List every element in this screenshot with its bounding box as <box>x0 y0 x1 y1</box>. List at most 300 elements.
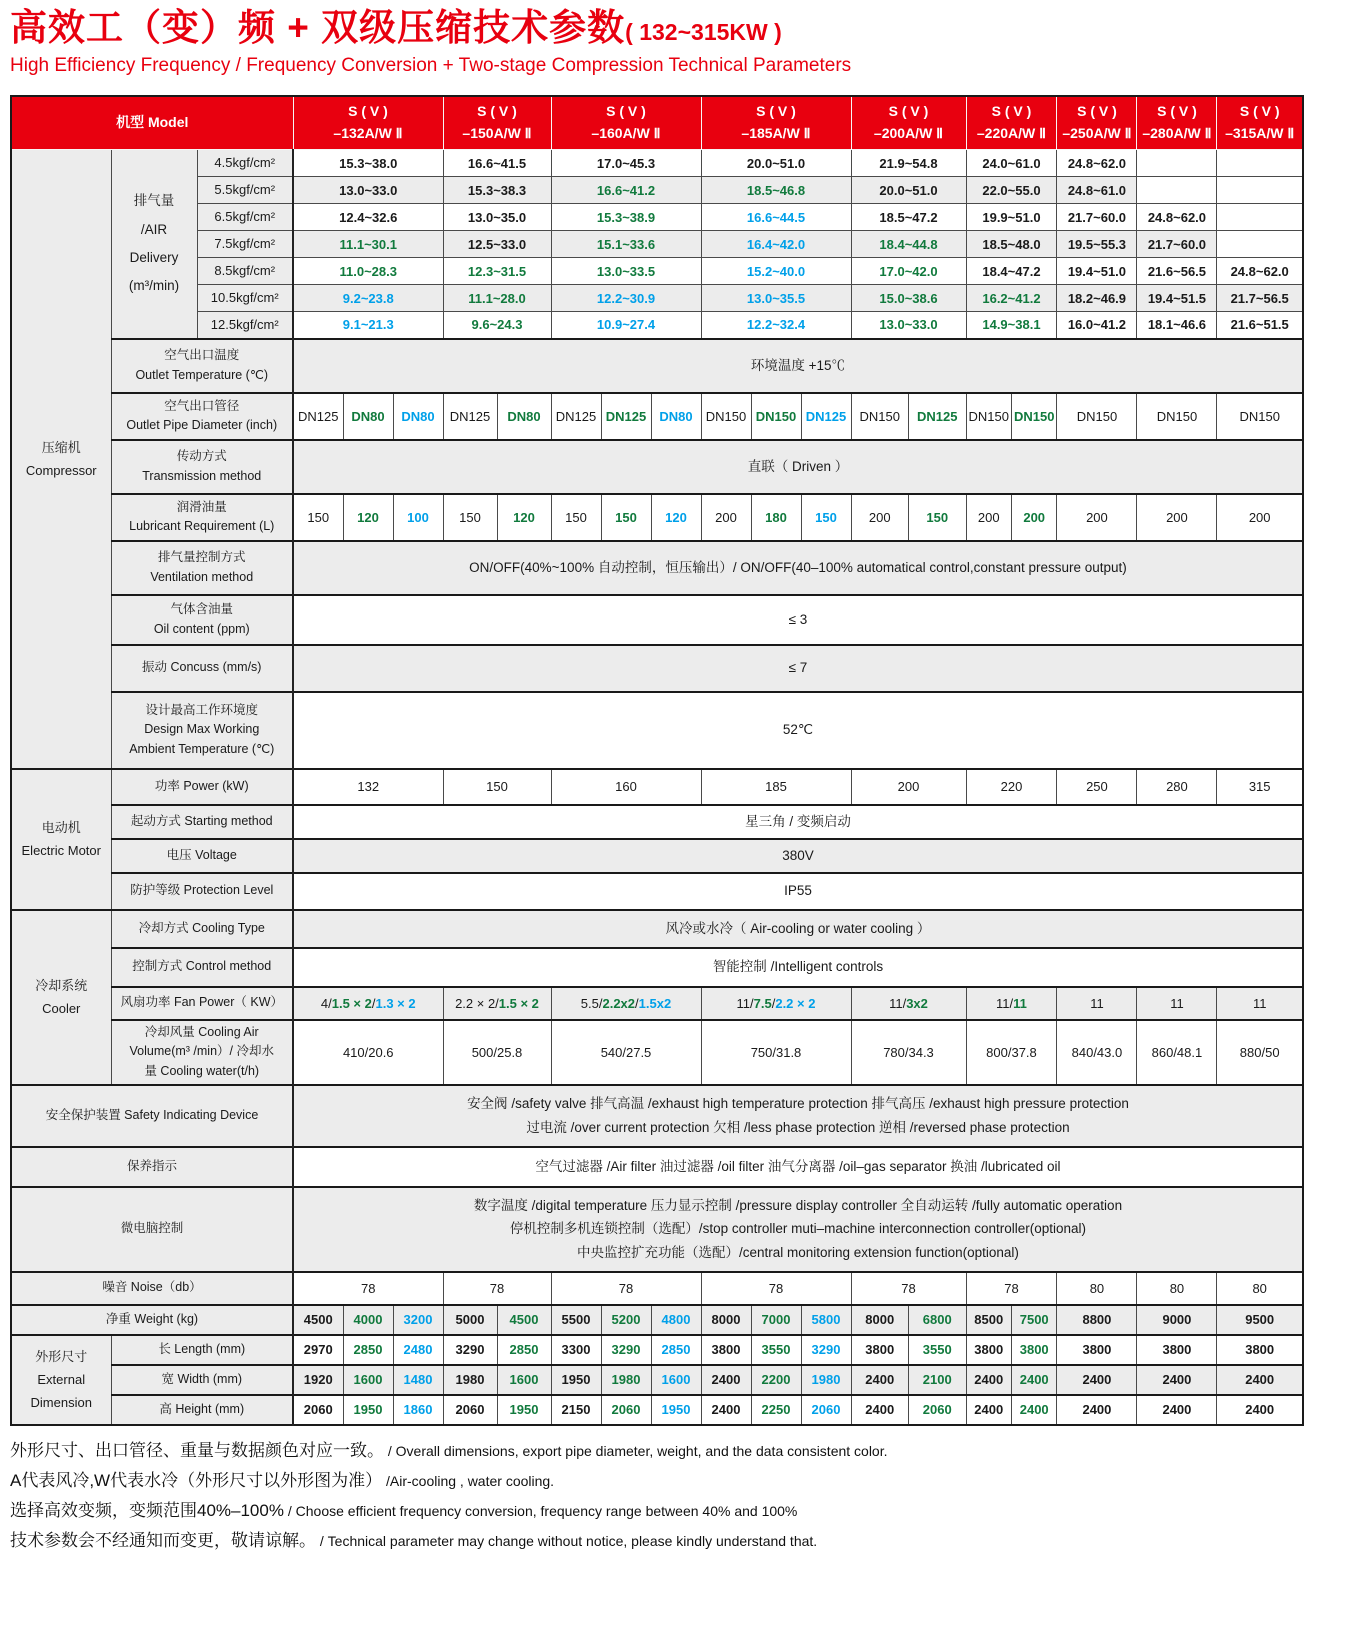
value-noise-m7: 80 <box>1057 1272 1137 1305</box>
value-weight-s12: 8000 <box>851 1305 909 1335</box>
value-fan-power-m9 <box>1217 987 1303 1020</box>
value-lubricant-s6: 150 <box>551 494 601 541</box>
model-header-280: S ( V ) –280A/W Ⅱ <box>1137 96 1217 150</box>
value-lubricant-s11: 150 <box>801 494 851 541</box>
row-label-ventilation: 排气量控制方式 Ventilation method <box>111 541 293 595</box>
row-label-width: 宽 Width (mm) <box>111 1365 293 1395</box>
value-lubricant-s8: 120 <box>651 494 701 541</box>
value-cooling-air-m9: 880/50 <box>1217 1020 1303 1085</box>
row-air-5-5 <box>11 177 1303 204</box>
footer-line-zh: 选择高效变频，变频范围40%–100% <box>10 1500 284 1520</box>
pressure-label-air-5-5: 5.5kgf/cm² <box>197 177 293 204</box>
row-oil-content <box>11 595 1303 645</box>
value-pipe-diameter-s8: DN80 <box>651 393 701 440</box>
value-pipe-diameter-s13: DN125 <box>909 393 967 440</box>
value-length-s12: 3800 <box>851 1335 909 1365</box>
value-ventilation: ON/OFF(40%~100% 自动控制，恒压输出）/ ON/OFF(40–100% automatical control,constant pressure output) <box>293 541 1303 595</box>
value-pipe-diameter-s1: DN125 <box>293 393 343 440</box>
pressure-label-air-4-5: 4.5kgf/cm² <box>197 150 293 177</box>
value-air-4-5-m1: 15.3~38.0 <box>293 150 443 177</box>
value-segment: 2.2 × 2/ <box>455 995 499 1011</box>
row-lubricant <box>11 494 1303 541</box>
value-pipe-diameter-s11: DN125 <box>801 393 851 440</box>
value-air-8-5-m2: 12.3~31.5 <box>443 258 551 285</box>
value-width-s15: 2400 <box>1011 1365 1056 1395</box>
value-air-12-5-m4: 12.2~32.4 <box>701 312 851 339</box>
value-lubricant-s15: 200 <box>1011 494 1056 541</box>
value-height-s1: 2060 <box>293 1395 343 1425</box>
value-air-5-5-m2: 15.3~38.3 <box>443 177 551 204</box>
value-air-7-5-m8: 21.7~60.0 <box>1137 231 1217 258</box>
value-length-s9: 3800 <box>701 1335 751 1365</box>
row-label-microcomputer: 微电脑控制 <box>11 1187 293 1272</box>
value-air-10-5-m5: 15.0~38.6 <box>851 285 966 312</box>
footer-line-2 <box>10 1468 1334 1494</box>
value-length-s5: 2850 <box>497 1335 551 1365</box>
value-segment: 1.5 × 2 <box>498 995 539 1011</box>
value-air-6-5-m6: 19.9~51.0 <box>966 204 1057 231</box>
row-label-protection: 防护等级 Protection Level <box>111 873 293 910</box>
value-air-6-5-m7: 21.7~60.0 <box>1057 204 1137 231</box>
value-air-12-5-m1: 9.1~21.3 <box>293 312 443 339</box>
category-label: 冷却系统 Cooler <box>11 910 111 1085</box>
row-control-method <box>11 948 1303 987</box>
value-width-s13: 2100 <box>909 1365 967 1395</box>
value-power-m4: 185 <box>701 769 851 805</box>
value-lubricant-s9: 200 <box>701 494 751 541</box>
value-cooling-type: 风冷或水冷（ Air-cooling or water cooling ） <box>293 910 1303 948</box>
value-design-max: 52℃ <box>293 692 1303 769</box>
value-cooling-air-m4: 750/31.8 <box>701 1020 851 1085</box>
value-lubricant-s7: 150 <box>601 494 651 541</box>
value-length-s8: 2850 <box>651 1335 701 1365</box>
value-height-s9: 2400 <box>701 1395 751 1425</box>
row-label-cooling-type: 冷却方式 Cooling Type <box>111 910 293 948</box>
value-air-7-5-m3: 15.1~33.6 <box>551 231 701 258</box>
value-pipe-diameter-s9: DN150 <box>701 393 751 440</box>
value-transmission: 直联（ Driven ） <box>293 440 1303 494</box>
value-air-8-5-m1: 11.0~28.3 <box>293 258 443 285</box>
value-air-4-5-m6: 24.0~61.0 <box>966 150 1057 177</box>
value-pipe-diameter-s3: DN80 <box>393 393 443 440</box>
model-column-header: 机型 Model <box>11 96 293 150</box>
value-fan-power-m7 <box>1057 987 1137 1020</box>
value-concuss: ≤ 7 <box>293 645 1303 692</box>
value-height-s17: 2400 <box>1137 1395 1217 1425</box>
value-air-8-5-m9: 24.8~62.0 <box>1217 258 1303 285</box>
value-lubricant-s13: 150 <box>909 494 967 541</box>
pressure-label-air-10-5: 10.5kgf/cm² <box>197 285 293 312</box>
row-air-7-5 <box>11 231 1303 258</box>
page-header <box>10 6 1334 77</box>
value-power-m9: 315 <box>1217 769 1303 805</box>
row-safety <box>11 1085 1303 1147</box>
value-length-s2: 2850 <box>343 1335 393 1365</box>
value-air-12-5-m6: 14.9~38.1 <box>966 312 1057 339</box>
value-power-m6: 220 <box>966 769 1057 805</box>
value-air-4-5-m9 <box>1217 150 1303 177</box>
value-voltage: 380V <box>293 839 1303 873</box>
value-air-8-5-m8: 21.6~56.5 <box>1137 258 1217 285</box>
value-weight-s10: 7000 <box>751 1305 801 1335</box>
value-segment: 4/ <box>320 995 332 1011</box>
value-air-7-5-m5: 18.4~44.8 <box>851 231 966 258</box>
value-width-s7: 1980 <box>601 1365 651 1395</box>
model-header-200: S ( V ) –200A/W Ⅱ <box>851 96 966 150</box>
row-label-cooling-air: 冷却风量 Cooling Air Volume(m³ /min）/ 冷却水 量 Cooling water(t/h) <box>111 1020 293 1085</box>
value-cooling-air-m5: 780/34.3 <box>851 1020 966 1085</box>
value-air-7-5-m7: 19.5~55.3 <box>1057 231 1137 258</box>
row-air-6-5 <box>11 204 1303 231</box>
value-pipe-diameter-s5: DN80 <box>497 393 551 440</box>
value-pipe-diameter-s18: DN150 <box>1217 393 1303 440</box>
row-air-8-5 <box>11 258 1303 285</box>
value-segment: 11/ <box>996 995 1014 1011</box>
value-air-4-5-m4: 20.0~51.0 <box>701 150 851 177</box>
value-width-s8: 1600 <box>651 1365 701 1395</box>
pressure-label-air-8-5: 8.5kgf/cm² <box>197 258 293 285</box>
value-weight-s18: 9500 <box>1217 1305 1303 1335</box>
value-length-s16: 3800 <box>1057 1335 1137 1365</box>
value-pipe-diameter-s16: DN150 <box>1057 393 1137 440</box>
spec-table <box>10 95 1304 1426</box>
value-noise-m8: 80 <box>1137 1272 1217 1305</box>
value-weight-s15: 7500 <box>1011 1305 1056 1335</box>
row-concuss <box>11 645 1303 692</box>
value-air-5-5-m3: 16.6~41.2 <box>551 177 701 204</box>
value-cooling-air-m8: 860/48.1 <box>1137 1020 1217 1085</box>
row-protection <box>11 873 1303 910</box>
value-air-12-5-m7: 16.0~41.2 <box>1057 312 1137 339</box>
value-length-s14: 3800 <box>966 1335 1011 1365</box>
row-microcomputer <box>11 1187 1303 1272</box>
value-noise-m1: 78 <box>293 1272 443 1305</box>
value-width-s12: 2400 <box>851 1365 909 1395</box>
footer-line-zh: 外形尺寸、出口管径、重量与数据颜色对应一致。 <box>10 1440 384 1460</box>
footer-line-4 <box>10 1528 1334 1554</box>
value-height-s7: 2060 <box>601 1395 651 1425</box>
value-segment: 1.3 × 2 <box>375 995 416 1011</box>
row-label-design-max: 设计最高工作环境度 Design Max Working Ambient Temperature (℃) <box>111 692 293 769</box>
value-segment: 11 <box>1170 995 1184 1011</box>
row-label-fan-power: 风扇功率 Fan Power（ KW） <box>111 987 293 1020</box>
value-weight-s6: 5500 <box>551 1305 601 1335</box>
row-label-oil-content: 气体含油量 Oil content (ppm) <box>111 595 293 645</box>
value-weight-s8: 4800 <box>651 1305 701 1335</box>
value-air-5-5-m5: 20.0~51.0 <box>851 177 966 204</box>
value-width-s4: 1980 <box>443 1365 497 1395</box>
row-label-control-method: 控制方式 Control method <box>111 948 293 987</box>
pressure-label-air-7-5: 7.5kgf/cm² <box>197 231 293 258</box>
footer-line-en: / Overall dimensions, export pipe diameter, weight, and the data consistent color. <box>384 1442 888 1459</box>
value-control-method: 智能控制 /Intelligent controls <box>293 948 1303 987</box>
footer-line-en: / Choose efficient frequency conversion, frequency range between 40% and 100% <box>283 1502 798 1519</box>
value-length-s17: 3800 <box>1137 1335 1217 1365</box>
value-cooling-air-m1: 410/20.6 <box>293 1020 443 1085</box>
value-height-s18: 2400 <box>1217 1395 1303 1425</box>
row-label-voltage: 电压 Voltage <box>111 839 293 873</box>
value-air-4-5-m8 <box>1137 150 1217 177</box>
row-starting <box>11 805 1303 839</box>
value-weight-s14: 8500 <box>966 1305 1011 1335</box>
value-air-4-5-m2: 16.6~41.5 <box>443 150 551 177</box>
value-segment: / <box>371 995 376 1011</box>
value-height-s13: 2060 <box>909 1395 967 1425</box>
value-pipe-diameter-s6: DN125 <box>551 393 601 440</box>
value-oil-content: ≤ 3 <box>293 595 1303 645</box>
model-header-160: S ( V ) –160A/W Ⅱ <box>551 96 701 150</box>
row-label-weight: 净重 Weight (kg) <box>11 1305 293 1335</box>
value-cooling-air-m6: 800/37.8 <box>966 1020 1057 1085</box>
value-maintenance: 空气过滤器 /Air filter 油过滤器 /oil filter 油气分离器 /oil–gas separator 换油 /lubricated oil <box>293 1147 1303 1187</box>
value-weight-s11: 5800 <box>801 1305 851 1335</box>
row-width <box>11 1365 1303 1395</box>
footer-line-zh: 技术参数会不经通知而变更，敬请谅解。 <box>10 1530 316 1550</box>
value-height-s4: 2060 <box>443 1395 497 1425</box>
row-transmission <box>11 440 1303 494</box>
value-air-6-5-m9 <box>1217 204 1303 231</box>
title-kw-range: ( 132~315KW ) <box>625 19 782 45</box>
value-air-10-5-m9: 21.7~56.5 <box>1217 285 1303 312</box>
row-air-4-5 <box>11 150 1303 177</box>
value-lubricant-s1: 150 <box>293 494 343 541</box>
value-weight-s3: 3200 <box>393 1305 443 1335</box>
value-height-s11: 2060 <box>801 1395 851 1425</box>
value-air-4-5-m5: 21.9~54.8 <box>851 150 966 177</box>
value-air-5-5-m6: 22.0~55.0 <box>966 177 1057 204</box>
row-label-transmission: 传动方式 Transmission method <box>111 440 293 494</box>
value-noise-m6: 78 <box>966 1272 1057 1305</box>
row-weight <box>11 1305 1303 1335</box>
model-header-150: S ( V ) –150A/W Ⅱ <box>443 96 551 150</box>
value-width-s16: 2400 <box>1057 1365 1137 1395</box>
value-fan-power-m2 <box>443 987 551 1020</box>
value-weight-s5: 4500 <box>497 1305 551 1335</box>
value-safety: 安全阀 /safety valve 排气高温 /exhaust high temperature protection 排气高压 /exhaust high pressure protection 过电流 /over current protection 欠相 /less phase protection 逆相 /reversed phase protection <box>293 1085 1303 1147</box>
value-height-s3: 1860 <box>393 1395 443 1425</box>
row-power <box>11 769 1303 805</box>
row-label-outlet-temp: 空气出口温度 Outlet Temperature (℃) <box>111 339 293 393</box>
value-pipe-diameter-s12: DN150 <box>851 393 909 440</box>
title-text: 高效工（变）频 + 双级压缩技术参数 <box>10 7 626 48</box>
row-label-power: 功率 Power (kW) <box>111 769 293 805</box>
value-air-5-5-m9 <box>1217 177 1303 204</box>
value-width-s1: 1920 <box>293 1365 343 1395</box>
value-air-8-5-m4: 15.2~40.0 <box>701 258 851 285</box>
row-air-10-5 <box>11 285 1303 312</box>
value-width-s2: 1600 <box>343 1365 393 1395</box>
value-air-12-5-m8: 18.1~46.6 <box>1137 312 1217 339</box>
value-power-m5: 200 <box>851 769 966 805</box>
value-weight-s2: 4000 <box>343 1305 393 1335</box>
value-width-s14: 2400 <box>966 1365 1011 1395</box>
value-pipe-diameter-s17: DN150 <box>1137 393 1217 440</box>
value-segment: 2.2x2 <box>602 995 636 1011</box>
value-noise-m9: 80 <box>1217 1272 1303 1305</box>
value-noise-m2: 78 <box>443 1272 551 1305</box>
value-weight-s4: 5000 <box>443 1305 497 1335</box>
value-air-5-5-m4: 18.5~46.8 <box>701 177 851 204</box>
value-air-8-5-m5: 17.0~42.0 <box>851 258 966 285</box>
model-header-185: S ( V ) –185A/W Ⅱ <box>701 96 851 150</box>
value-length-s4: 3290 <box>443 1335 497 1365</box>
value-length-s6: 3300 <box>551 1335 601 1365</box>
value-length-s3: 2480 <box>393 1335 443 1365</box>
value-lubricant-s14: 200 <box>966 494 1011 541</box>
value-power-m2: 150 <box>443 769 551 805</box>
value-width-s6: 1950 <box>551 1365 601 1395</box>
value-air-10-5-m8: 19.4~51.5 <box>1137 285 1217 312</box>
category-label: 压缩机 Compressor <box>11 150 111 769</box>
value-air-6-5-m1: 12.4~32.6 <box>293 204 443 231</box>
row-design-max <box>11 692 1303 769</box>
value-fan-power-m1 <box>293 987 443 1020</box>
value-segment: 5.5/ <box>580 995 603 1011</box>
footer-line-en: /Air-cooling , water cooling. <box>382 1472 555 1489</box>
value-height-s5: 1950 <box>497 1395 551 1425</box>
value-cooling-air-m3: 540/27.5 <box>551 1020 701 1085</box>
category-label: 电动机 Electric Motor <box>11 769 111 910</box>
row-maintenance <box>11 1147 1303 1187</box>
value-weight-s9: 8000 <box>701 1305 751 1335</box>
value-segment: 11 <box>1252 995 1267 1011</box>
air-delivery-group-label: 排气量 /AIR Delivery (m³/min) <box>111 150 197 339</box>
value-air-8-5-m3: 13.0~33.5 <box>551 258 701 285</box>
value-pipe-diameter-s10: DN150 <box>751 393 801 440</box>
value-segment: 2.2 × 2 <box>775 995 816 1011</box>
value-lubricant-s10: 180 <box>751 494 801 541</box>
value-air-8-5-m7: 19.4~51.0 <box>1057 258 1137 285</box>
page-title <box>10 6 1334 50</box>
value-height-s15: 2400 <box>1011 1395 1056 1425</box>
value-width-s5: 1600 <box>497 1365 551 1395</box>
value-width-s10: 2200 <box>751 1365 801 1395</box>
row-label-safety: 安全保护装置 Safety Indicating Device <box>11 1085 293 1147</box>
value-pipe-diameter-s7: DN125 <box>601 393 651 440</box>
value-air-6-5-m2: 13.0~35.0 <box>443 204 551 231</box>
value-air-5-5-m7: 24.8~61.0 <box>1057 177 1137 204</box>
value-air-7-5-m2: 12.5~33.0 <box>443 231 551 258</box>
value-air-10-5-m3: 12.2~30.9 <box>551 285 701 312</box>
value-fan-power-m8 <box>1137 987 1217 1020</box>
value-weight-s7: 5200 <box>601 1305 651 1335</box>
row-label-length: 长 Length (mm) <box>111 1335 293 1365</box>
value-weight-s13: 6800 <box>909 1305 967 1335</box>
value-pipe-diameter-s2: DN80 <box>343 393 393 440</box>
value-pipe-diameter-s15: DN150 <box>1011 393 1056 440</box>
value-noise-m3: 78 <box>551 1272 701 1305</box>
value-power-m8: 280 <box>1137 769 1217 805</box>
value-height-s8: 1950 <box>651 1395 701 1425</box>
value-noise-m4: 78 <box>701 1272 851 1305</box>
value-segment: 1.5 × 2 <box>331 995 372 1011</box>
row-label-noise: 噪音 Noise（db） <box>11 1272 293 1305</box>
value-width-s17: 2400 <box>1137 1365 1217 1395</box>
row-cooling-air <box>11 1020 1303 1085</box>
spec-table-head <box>11 96 1303 150</box>
value-air-7-5-m4: 16.4~42.0 <box>701 231 851 258</box>
value-fan-power-m6 <box>966 987 1057 1020</box>
value-lubricant-s18: 200 <box>1217 494 1303 541</box>
value-air-6-5-m3: 15.3~38.9 <box>551 204 701 231</box>
value-fan-power-m5 <box>851 987 966 1020</box>
value-weight-s17: 9000 <box>1137 1305 1217 1335</box>
value-segment: 11 <box>1090 995 1104 1011</box>
row-label-concuss: 振动 Concuss (mm/s) <box>111 645 293 692</box>
value-length-s18: 3800 <box>1217 1335 1303 1365</box>
value-cooling-air-m2: 500/25.8 <box>443 1020 551 1085</box>
value-segment: / <box>771 995 776 1011</box>
value-starting: 星三角 / 变频启动 <box>293 805 1303 839</box>
value-height-s16: 2400 <box>1057 1395 1137 1425</box>
row-label-maintenance: 保养指示 <box>11 1147 293 1187</box>
row-cooling-type <box>11 910 1303 948</box>
value-lubricant-s16: 200 <box>1057 494 1137 541</box>
row-noise <box>11 1272 1303 1305</box>
value-width-s18: 2400 <box>1217 1365 1303 1395</box>
value-air-4-5-m3: 17.0~45.3 <box>551 150 701 177</box>
category-label: 外形尺寸 External Dimension <box>11 1335 111 1425</box>
value-length-s10: 3550 <box>751 1335 801 1365</box>
value-lubricant-s5: 120 <box>497 494 551 541</box>
pressure-label-air-6-5: 6.5kgf/cm² <box>197 204 293 231</box>
value-fan-power-m4 <box>701 987 851 1020</box>
value-height-s2: 1950 <box>343 1395 393 1425</box>
value-air-6-5-m5: 18.5~47.2 <box>851 204 966 231</box>
value-height-s10: 2250 <box>751 1395 801 1425</box>
value-weight-s16: 8800 <box>1057 1305 1137 1335</box>
value-cooling-air-m7: 840/43.0 <box>1057 1020 1137 1085</box>
footer-line-3 <box>10 1498 1334 1524</box>
row-pipe-diameter <box>11 393 1303 440</box>
value-segment: / <box>635 995 639 1011</box>
value-power-m7: 250 <box>1057 769 1137 805</box>
value-air-10-5-m2: 11.1~28.0 <box>443 285 551 312</box>
value-length-s7: 3290 <box>601 1335 651 1365</box>
value-segment: 11 <box>1013 995 1027 1011</box>
value-lubricant-s3: 100 <box>393 494 443 541</box>
value-air-6-5-m8: 24.8~62.0 <box>1137 204 1217 231</box>
value-air-10-5-m7: 18.2~46.9 <box>1057 285 1137 312</box>
value-height-s14: 2400 <box>966 1395 1011 1425</box>
value-protection: IP55 <box>293 873 1303 910</box>
value-air-12-5-m3: 10.9~27.4 <box>551 312 701 339</box>
value-height-s6: 2150 <box>551 1395 601 1425</box>
row-length <box>11 1335 1303 1365</box>
value-air-12-5-m2: 9.6~24.3 <box>443 312 551 339</box>
row-height <box>11 1395 1303 1425</box>
value-lubricant-s4: 150 <box>443 494 497 541</box>
value-length-s15: 3800 <box>1011 1335 1056 1365</box>
value-air-5-5-m8 <box>1137 177 1217 204</box>
value-air-12-5-m5: 13.0~33.0 <box>851 312 966 339</box>
value-air-12-5-m9: 21.6~51.5 <box>1217 312 1303 339</box>
value-air-7-5-m9 <box>1217 231 1303 258</box>
value-length-s1: 2970 <box>293 1335 343 1365</box>
value-air-10-5-m4: 13.0~35.5 <box>701 285 851 312</box>
footer-line-en: / Technical parameter may change without notice, please kindly understand that. <box>316 1532 818 1549</box>
model-header-220: S ( V ) –220A/W Ⅱ <box>966 96 1057 150</box>
value-width-s9: 2400 <box>701 1365 751 1395</box>
value-pipe-diameter-s4: DN125 <box>443 393 497 440</box>
value-lubricant-s2: 120 <box>343 494 393 541</box>
value-lubricant-s17: 200 <box>1137 494 1217 541</box>
model-header-250: S ( V ) –250A/W Ⅱ <box>1057 96 1137 150</box>
value-width-s3: 1480 <box>393 1365 443 1395</box>
value-segment: 3x2 <box>906 995 928 1011</box>
row-voltage <box>11 839 1303 873</box>
value-power-m3: 160 <box>551 769 701 805</box>
